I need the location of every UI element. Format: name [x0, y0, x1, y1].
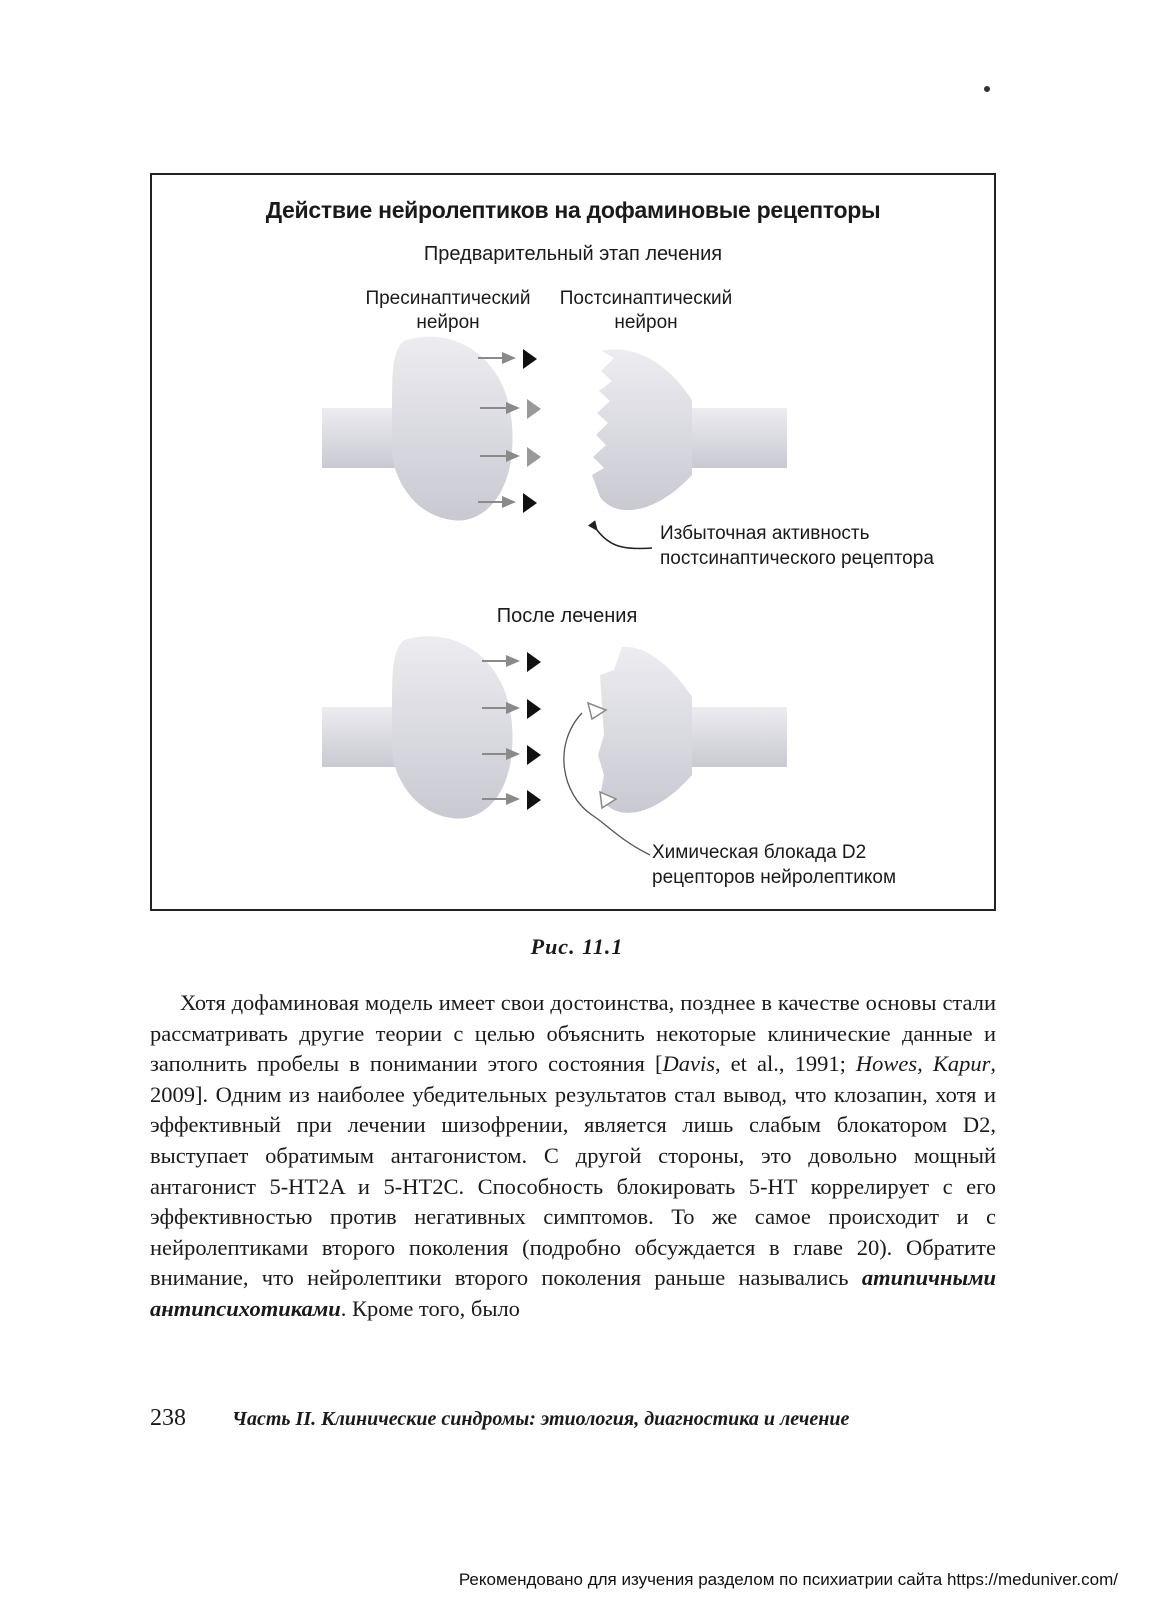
stage-label-after: После лечения — [496, 605, 638, 627]
figure-frame — [150, 173, 996, 911]
postsynaptic-label: Постсинаптический нейрон — [559, 288, 733, 333]
figure-caption: Рис. 11.1 — [530, 934, 624, 959]
postsynaptic-neuron-after — [598, 647, 787, 813]
note-d2-blockade: Химическая блокада D2 рецепторов нейролептиком — [652, 842, 897, 888]
presynaptic-neuron-after — [322, 636, 512, 818]
watermark-text: Рекомендовано для изучения разделом по психиатрии сайта https://meduniver.com/ — [458, 1570, 1118, 1589]
paragraph-text — [150, 988, 996, 1325]
body-paragraph — [150, 988, 996, 1325]
citation-year-2: , 2009] — [150, 1051, 997, 1107]
note-excess-activity: Избыточная активность постсинаптического рецептора — [660, 523, 934, 569]
stage-label-before: Предварительный этап лечения — [423, 243, 723, 265]
synapse-diagram — [152, 175, 998, 913]
page-number: 238 — [150, 1405, 186, 1431]
presynaptic-neuron-before — [322, 337, 512, 521]
text-segment-2: . Одним из наиболее убедительных результатов стал вывод, что клозапин, хотя и эффективный при лечении шизофрении, является лишь слабым блокатором D2, выступает обратимым антагонистом. С другой стороны, это довольно мощный антагонист 5-HT2A и 5-HT2C. Способность блокировать 5-HT коррелирует с его эффективностью против негативных симптомов. То же самое происходит и с нейролептиками второго поколения (подробно обсуждается в главе 20). Обратите внимание, что нейролептики второго поколения раньше назывались — [150, 1081, 996, 1291]
text-segment-1: Хотя дофаминовая модель имеет свои достоинства, позднее в качестве основы стали рассматривать другие теории с целью объяснить некоторые клинические данные и заполнить пробелы в понимании этого состояния [ — [150, 990, 996, 1077]
running-title: Часть II. Клинические синдромы: этиология, диагностика и лечение — [232, 1408, 850, 1430]
citation-author-1: Davis — [662, 1051, 715, 1077]
citation-year-1: , et al., 1991; — [714, 1051, 856, 1077]
presynaptic-label: Пресинаптический нейрон — [365, 288, 531, 333]
postsynaptic-neuron-before — [592, 349, 787, 510]
pointer-note1 — [597, 530, 652, 549]
citation-author-2: Howes, Kapur — [855, 1051, 991, 1077]
scan-speck — [984, 86, 990, 92]
emphasized-term: атипичными антипсихотиками — [150, 1265, 996, 1321]
figure-title: Действие нейролептиков на дофаминовые рецепторы — [265, 197, 881, 223]
text-segment-3: . Кроме того, было — [340, 1295, 520, 1321]
